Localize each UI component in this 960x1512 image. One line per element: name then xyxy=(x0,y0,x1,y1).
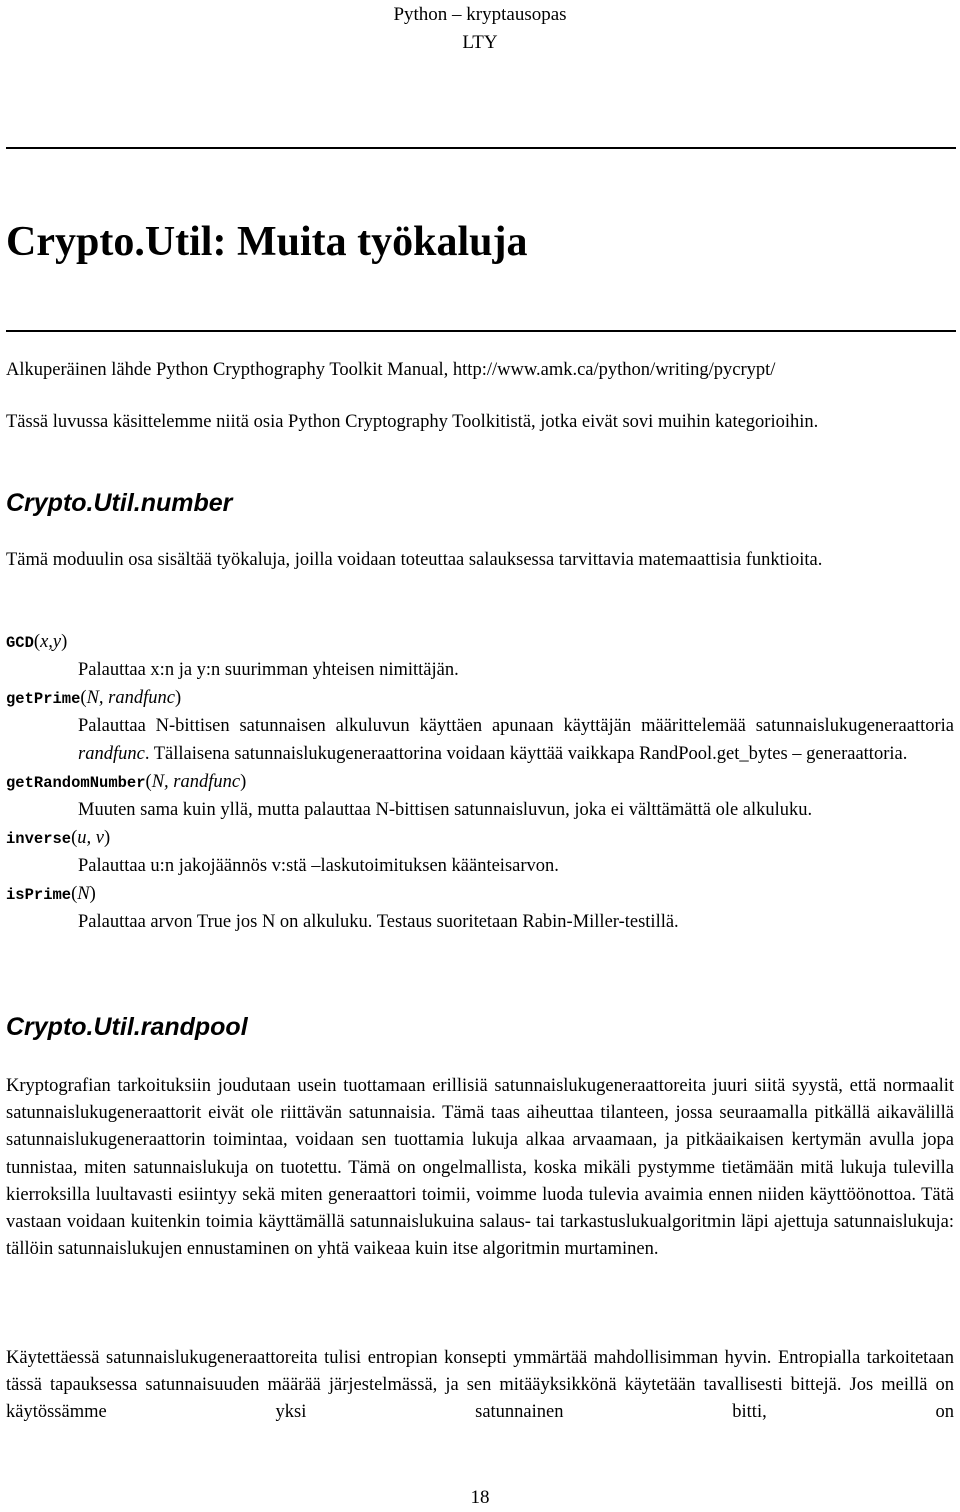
number-section-description: Tämä moduulin osa sisältää työkaluja, joilla voidaan toteuttaa salauksessa tarvittavia matemaattisia funktioita. xyxy=(6,550,823,570)
function-signature: getRandomNumber(N, randfunc) xyxy=(6,772,247,792)
description-text: . Tällaisena satunnaislukugeneraattorina voidaan käyttää vaikkapa RandPool.get_bytes – generaattoria. xyxy=(144,744,908,764)
randpool-paragraph-1: Kryptografian tarkoituksiin joudutaan usein tuottamaan erillisiä satunnaislukugeneraattoreita juuri siitä syystä, että normaalit satunnaislukugeneraattorit eivät ole riittävän satunnaisia. Tämä taas aiheuttaa tilanteen, jossa seuraamalla pitkällä aikavälillä satunnaislukugeneraattorin toimintaa, voidaan sen tuottamia lukuja alkaa arvaamaan, ja pitkäaikaisen kertymän avulla jopa tunnistaa, miten satunnaislukuja on tuotettu. Tämä on ongelmallista, koska mikäli pystymme tietämään mitä lukuja tulevilla kierroksilla luultavasti esiintyy sekä miten generaattori toimii, voimme luoda tulevia avaimia ennen niiden käyttöönottoa. Tätä vastaan voidaan kuitenkin toimia käyttämällä satunnaislukuina salaus- tai tarkastuslukualgoritmin läpi ajettuja satunnaislukuja: tällöin satunnaislukujen ennustaminen on yhtä vaikeaa kuin itse algoritmin murtaminen. xyxy=(6,1076,954,1260)
function-params: N xyxy=(77,884,90,904)
function-description xyxy=(78,712,954,768)
function-entry-getprime xyxy=(6,684,954,768)
function-description: Muuten sama kuin yllä, mutta palauttaa N-bittisen satunnaisluvun, joka ei välttämättä ole alkuluku. xyxy=(78,800,813,820)
function-entry-getrandomnumber xyxy=(6,768,954,824)
function-params: N, randfunc xyxy=(151,772,241,792)
paragraph-text: Käytettäessä satunnaislukugeneraattoreita tulisi entropian konsepti ymmärtää mahdollisimman hyvin. Entropialla tarkoitetaan tässä tapauksessa satunnaisuuden määrää järjestelmässä, ja sen mitääyksikkönä käytetään tavallisesti bittejä. Jos meillä on käytössämme yksi satunnainen bitti, on xyxy=(6,1348,954,1423)
top-rule xyxy=(6,147,956,149)
function-name: isPrime xyxy=(6,886,72,904)
function-params: N, randfunc xyxy=(86,688,175,708)
function-name: GCD xyxy=(6,634,34,652)
function-entry-gcd xyxy=(6,628,954,684)
function-signature: isPrime(N) xyxy=(6,884,96,904)
function-signature: getPrime(N, randfunc) xyxy=(6,688,182,708)
source-line: Alkuperäinen lähde Python Crypthography Toolkit Manual, http://www.amk.ca/python/writing/pycrypt/ xyxy=(6,360,776,380)
description-emphasis: randfunc xyxy=(78,744,145,764)
function-name: getRandomNumber xyxy=(6,774,146,792)
function-name: getPrime xyxy=(6,690,81,708)
function-signature: GCD(x,y) xyxy=(6,632,68,652)
section-heading-randpool: Crypto.Util.randpool xyxy=(6,1013,248,1041)
function-entry-isprime xyxy=(6,880,954,936)
function-params: u, v xyxy=(77,828,105,848)
intro-paragraph: Tässä luvussa käsittelemme niitä osia Python Cryptography Toolkitistä, jotka eivät sovi muihin kategorioihin. xyxy=(6,412,819,432)
description-text: Palauttaa N-bittisen satunnaisen alkuluvun käyttäen apunaan käyttäjän määrittelemää satunnaislukugeneraattoria xyxy=(78,716,954,736)
function-params: x,y xyxy=(40,632,62,652)
function-name: inverse xyxy=(6,830,72,848)
bottom-rule xyxy=(6,330,956,332)
header-title: Python – kryptausopas xyxy=(393,4,567,25)
header-organization: LTY xyxy=(462,32,498,53)
running-header xyxy=(0,1,960,57)
section-heading-number: Crypto.Util.number xyxy=(6,489,233,517)
function-signature: inverse(u, v) xyxy=(6,828,111,848)
function-description: Palauttaa u:n jakojäännös v:stä –laskutoimituksen käänteisarvon. xyxy=(78,856,559,876)
page-number: 18 xyxy=(470,1487,490,1508)
function-description: Palauttaa arvon True jos N on alkuluku. Testaus suoritetaan Rabin-Miller-testillä. xyxy=(78,912,679,932)
randpool-paragraph-2 xyxy=(6,1345,954,1427)
function-entry-inverse xyxy=(6,824,954,880)
chapter-title: Crypto.Util: Muita työkaluja xyxy=(6,219,528,265)
function-list xyxy=(6,628,954,936)
function-description: Palauttaa x:n ja y:n suurimman yhteisen nimittäjän. xyxy=(78,660,459,680)
